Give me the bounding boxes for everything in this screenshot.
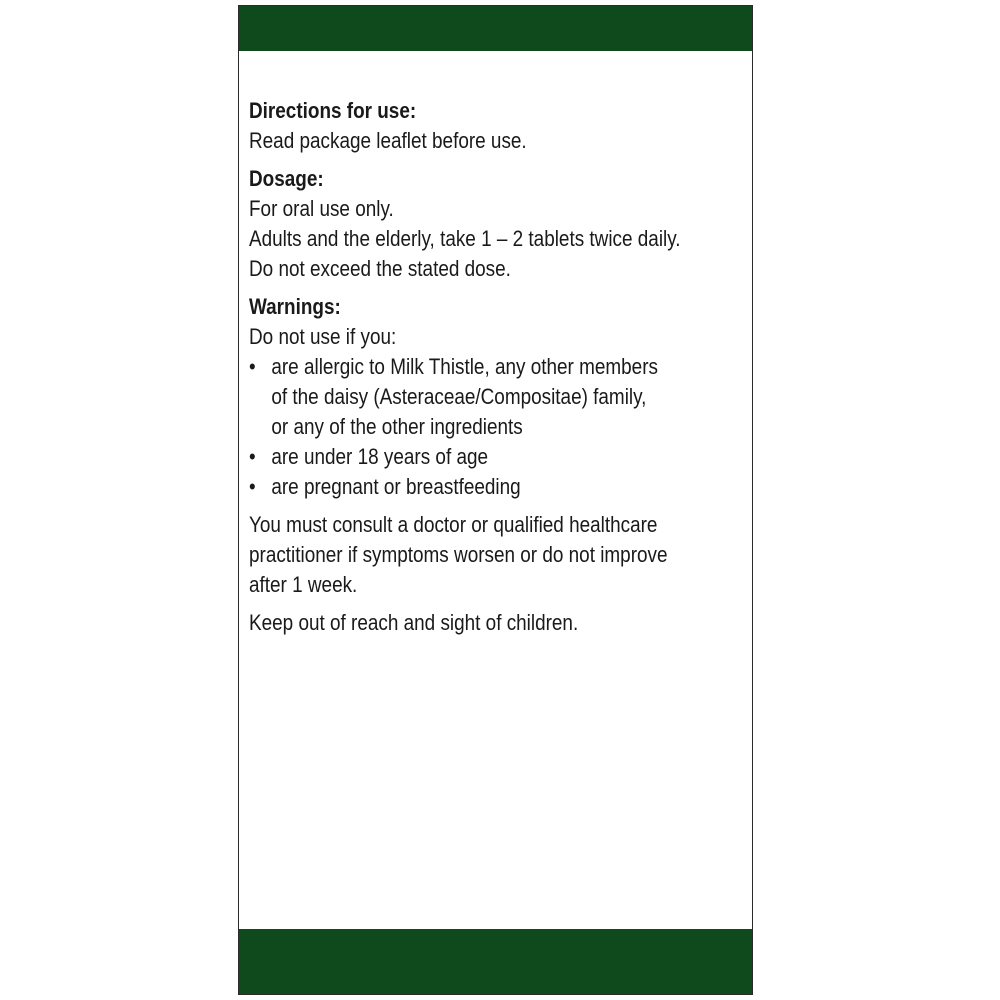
dosage-line: Do not exceed the stated dose. (249, 256, 511, 281)
consult-line: practitioner if symptoms worsen or do not improve (249, 542, 668, 567)
directions-section (249, 96, 739, 156)
warnings-list (249, 352, 739, 502)
warnings-intro: Do not use if you: (249, 324, 397, 349)
bullet-line: or any of the other ingredients (271, 414, 523, 439)
bottom-green-band (239, 929, 752, 994)
dosage-line: Adults and the elderly, take 1 – 2 tablets twice daily. (249, 226, 681, 251)
list-item (249, 472, 739, 502)
directions-text: Read package leaflet before use. (249, 128, 527, 153)
warnings-heading: Warnings: (249, 294, 341, 319)
warnings-section (249, 292, 739, 502)
consult-line: You must consult a doctor or qualified healthcare (249, 512, 658, 537)
bullet-icon: • (249, 444, 256, 469)
bullet-line: of the daisy (Asteraceae/Compositae) family, (271, 384, 647, 409)
top-green-band (239, 6, 752, 51)
directions-heading: Directions for use: (249, 98, 417, 123)
leaflet-panel (238, 5, 753, 995)
bullet-line: are allergic to Milk Thistle, any other members (271, 354, 658, 379)
bullet-line: are pregnant or breastfeeding (271, 474, 521, 499)
bullet-line: are under 18 years of age (271, 444, 489, 469)
bullet-icon: • (249, 354, 256, 379)
bullet-icon: • (249, 474, 256, 499)
dosage-heading: Dosage: (249, 166, 324, 191)
dosage-line: For oral use only. (249, 196, 394, 221)
consult-paragraph (249, 510, 739, 600)
leaflet-content (249, 96, 739, 646)
dosage-section (249, 164, 739, 284)
list-item (249, 352, 739, 442)
keep-out-text: Keep out of reach and sight of children. (249, 610, 579, 635)
list-item (249, 442, 739, 472)
consult-line: after 1 week. (249, 572, 358, 597)
